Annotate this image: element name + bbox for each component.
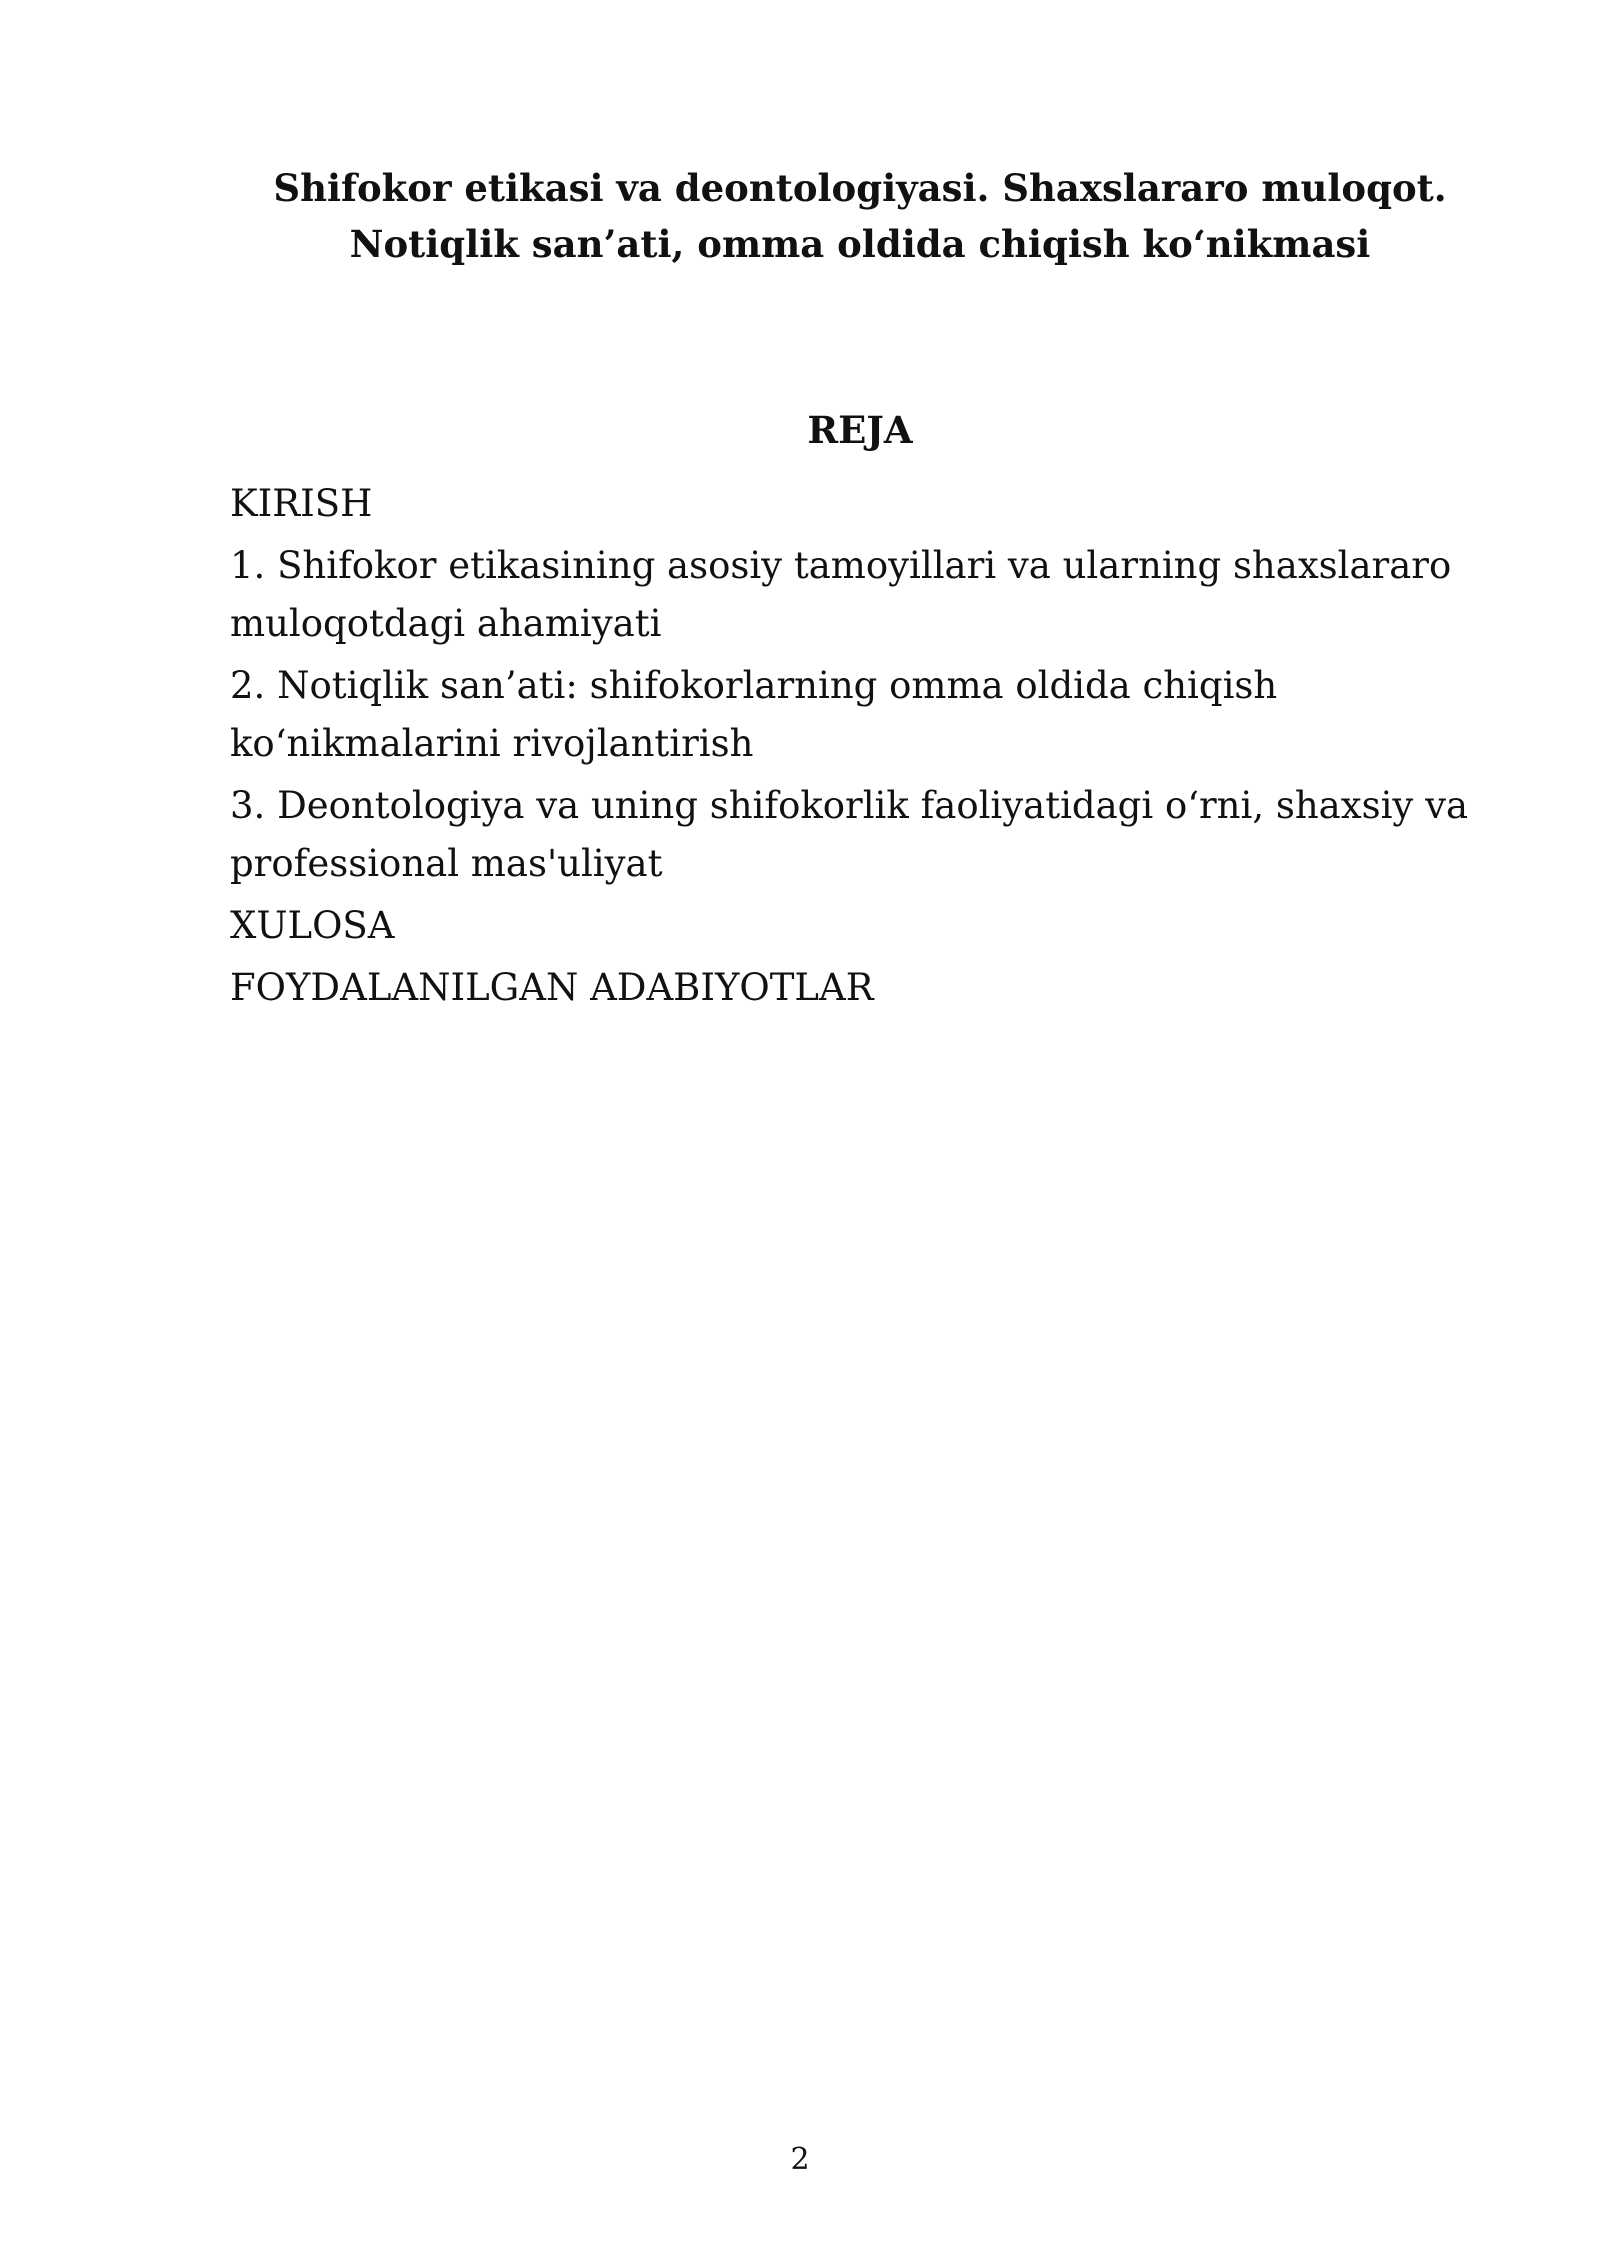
- plan-item-2: 2. Notiqlik san’ati: shifokorlarning omma oldida chiqish ko‘nikmalarini rivojlantirish: [230, 664, 1278, 765]
- plan-item-introduction: KIRISH: [230, 482, 373, 525]
- plan-item-references: FOYDALANILGAN ADABIYOTLAR: [230, 966, 874, 1009]
- plan-item-1: 1. Shifokor etikasining asosiy tamoyillari va ularning shaxslararo muloqotdagi ahamiyati: [230, 544, 1452, 645]
- document-title-line-2: Notiqlik san’ati, omma oldida chiqish ko‘nikmasi: [349, 222, 1371, 266]
- plan-item-3: 3. Deontologiya va uning shifokorlik faoliyatidagi o‘rni, shaxsiy va professional mas'uliyat: [230, 784, 1469, 885]
- page-number: 2: [790, 2142, 810, 2177]
- plan-heading: REJA: [807, 408, 913, 452]
- document-title: [230, 160, 1490, 272]
- document-title-line-1: Shifokor etikasi va deontologiyasi. Shaxslararo muloqot.: [273, 166, 1447, 210]
- plan-list: [230, 475, 1495, 1021]
- plan-item-conclusion: XULOSA: [230, 904, 395, 947]
